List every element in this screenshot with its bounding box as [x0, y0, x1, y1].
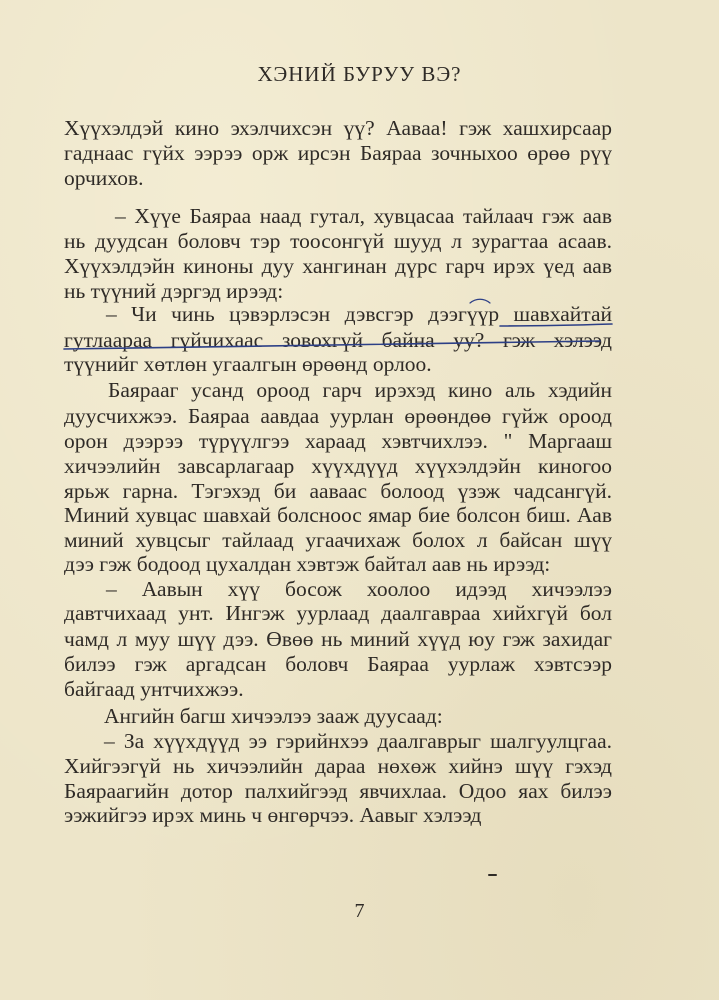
- text-line: ээжийгээ ирэх минь ч өнгөрчээ. Аавыг хэлээд: [64, 803, 482, 827]
- text-line: чамд л муу шүү дээ. Өвөө нь миний хүүд юу гэж захидаг: [64, 627, 612, 651]
- text-line: Баяраагийн дотор палхийгээд явчихлаа. Одоо яах билээ: [64, 779, 612, 803]
- text-line: миний хувцсыг тайлаад угаачихаж болох л байсан шүү: [64, 528, 612, 552]
- text-line: Хүүхэлдэйн киноны дуу хангинан дүрс гарч ирэх үед аав: [64, 254, 612, 278]
- text-line: Хийгээгүй нь хичээлийн дараа нөхөж хийнэ шүү гэхэд: [64, 754, 612, 778]
- text-line: – Хүүе Баяраа наад гутал, хувцасаа тайлаач гэж аав: [115, 204, 612, 228]
- text-line: байгаад унтчихжээ.: [64, 677, 244, 701]
- text-line: – Аавын хүү босож хоолоо идээд хичээлээ: [106, 577, 612, 601]
- chapter-title: ХЭНИЙ БУРУУ ВЭ?: [257, 62, 462, 86]
- text-line: орчихов.: [64, 166, 144, 190]
- ink-speck: [488, 874, 497, 876]
- text-line: Ангийн багш хичээлээ зааж дуусаад:: [104, 704, 443, 728]
- text-line: гутлаараа гүйчихаас зовохгүй байна уу? гэж хэлээд: [64, 328, 612, 352]
- text-line: түүнийг хөтлөн угаалгын өрөөнд орлоо.: [64, 352, 432, 376]
- text-line: – Чи чинь цэвэрлэсэн дэвсгэр дээгүүр шавхайтай: [106, 302, 612, 326]
- text-line: Хүүхэлдэй кино эхэлчихсэн үү? Аавaa! гэж хашхирсаар: [64, 116, 612, 140]
- text-line: хичээлийн завсарлагаар хүүхдүүд хүүхэлдэйн киногоо: [64, 454, 612, 478]
- text-line: Баяраaг усанд ороод гарч ирэхэд кино аль хэдийн: [108, 378, 612, 402]
- text-line: нь дуудсан боловч тэр тоосонгүй шууд л зурагтаа асаав.: [64, 229, 612, 253]
- text-line: Миний хувцас шавхай болсноос ямар бие болсон биш. Аав: [64, 503, 612, 527]
- page-number: 7: [354, 900, 365, 922]
- text-line: дээ гэж бодоод цухалдан хэвтэж байтал аав нь ирээд:: [64, 552, 551, 576]
- text-line: давтчихаад унт. Ингэж уурлаад даалгавраа хийхгүй бол: [64, 601, 612, 625]
- text-line: билээ гэж аргадсан боловч Баяраа уурлаж хэвтсээр: [64, 652, 612, 676]
- text-line: дуусчихжээ. Баяраа аавдаа уурлан өрөөндөө гүйж ороод: [64, 404, 612, 428]
- text-line: гаднаас гүйх ээрээ орж ирсэн Баяраа зочныхоо өрөө рүү: [64, 141, 612, 165]
- text-line: ярьж гарна. Тэгэхэд би ааваас болоод үзэж чадсангүй.: [64, 479, 612, 503]
- text-line: орон дээрээ түрүүлгээ хараад хэвтчихлээ. " Маргааш: [64, 429, 612, 453]
- text-line: – За хүүхдүүд ээ гэрийнхээ даалгаврыг шалгуулцгаа.: [104, 729, 612, 753]
- text-line: нь түүний дэргэд ирээд:: [64, 279, 284, 303]
